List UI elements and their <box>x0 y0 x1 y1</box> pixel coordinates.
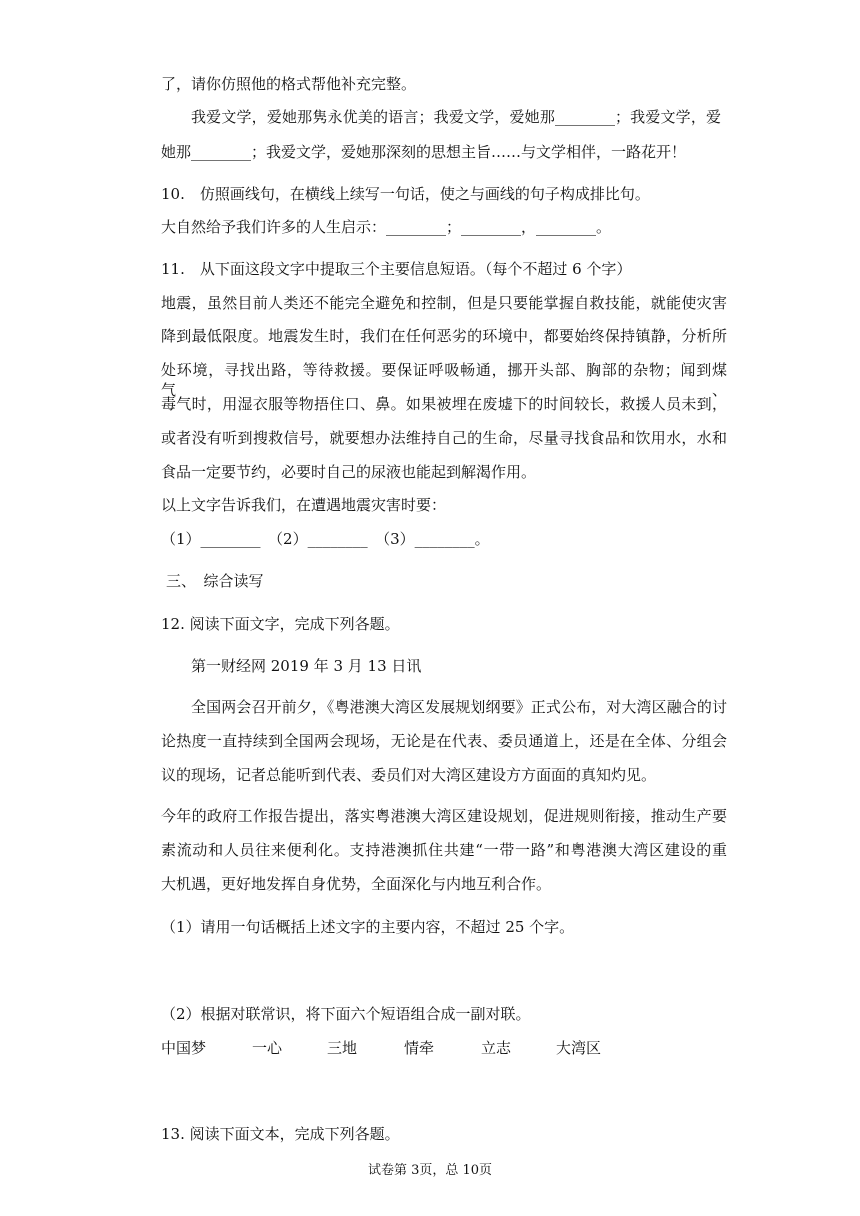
text-line: 大自然给予我们许多的人生启示：________；________，________。 <box>161 218 612 236</box>
question-11: 11. 从下面这段文字中提取三个主要信息短语。（每个不超过 6 个字） <box>161 260 632 278</box>
sub-question-1: （1）请用一句话概括上述文字的主要内容，不超过 25 个字。 <box>161 918 575 936</box>
question-10: 10. 仿照画线句，在横线上续写一句话，使之与画线的句子构成排比句。 <box>161 185 650 203</box>
text-line: 处环境，寻找出路，等待救援。要保证呼吸畅通，挪开头部、胸部的杂物；闻到煤气、 <box>161 361 727 399</box>
section-heading: 三、 综合读写 <box>166 572 264 590</box>
text-line: 论热度一直持续到全国两会现场，无论是在代表、委员通道上，还是在全体、分组会 <box>161 732 727 750</box>
text-line: 以上文字告诉我们，在遭遇地震灾害时要： <box>161 496 447 514</box>
phrase-item: 大湾区 <box>556 1039 602 1057</box>
phrase-item: 情牵 <box>404 1039 435 1057</box>
text-line: 毒气时，用湿衣服等物捂住口、鼻。如果被埋在废墟下的时间较长，救援人员未到， <box>161 395 727 413</box>
text-line: 今年的政府工作报告提出，落实粤港澳大湾区建设规划，促进规则衔接，推动生产要 <box>161 807 727 825</box>
phrase-item: 三地 <box>327 1039 358 1057</box>
text-line: 议的现场，记者总能听到代表、委员们对大湾区建设方方面面的真知灼见。 <box>161 766 657 784</box>
text-line: 了，请你仿照他的格式帮他补充完整。 <box>161 75 417 93</box>
text-line: 食品一定要节约，必要时自己的尿液也能起到解渴作用。 <box>161 463 537 481</box>
phrase-item: 立志 <box>481 1039 512 1057</box>
text-line: 素流动和人员往来便利化。支持港澳抓住共建“一带一路”和粤港澳大湾区建设的重 <box>161 841 727 859</box>
text-line: 或者没有听到搜救信号，就要想办法维持自己的生命，尽量寻找食品和饮用水，水和 <box>161 429 727 447</box>
page-footer: 试卷第 3页，总 10页 <box>367 1163 493 1178</box>
text-line: 她那________；我爱文学，爱她那深刻的思想主旨……与文学相伴，一路花开！ <box>161 143 687 161</box>
text-line: 地震，虽然目前人类还不能完全避免和控制，但是只要能掌握自救技能，就能使灾害 <box>161 294 727 312</box>
phrase-item: 一心 <box>252 1039 283 1057</box>
text-line: 降到最低限度。地震发生时，我们在任何恶劣的环境中，都要始终保持镇静，分析所 <box>161 327 727 345</box>
phrase-item: 中国梦 <box>161 1039 207 1057</box>
text-line: 我爱文学，爱她那隽永优美的语言；我爱文学，爱她那________；我爱文学，爱 <box>191 108 721 126</box>
sub-question-2: （2）根据对联常识，将下面六个短语组合成一副对联。 <box>161 1005 531 1023</box>
dateline: 第一财经网 2019 年 3 月 13 日讯 <box>191 657 422 675</box>
answer-blanks: （1）________ （2）________ （3）________。 <box>161 530 490 548</box>
text-line: 全国两会召开前夕，《粤港澳大湾区发展规划纲要》正式公布，对大湾区融合的讨 <box>191 698 727 716</box>
question-13: 13. 阅读下面文本，完成下列各题。 <box>161 1125 400 1143</box>
question-12: 12. 阅读下面文字，完成下列各题。 <box>161 615 400 633</box>
text-line: 大机遇，更好地发挥自身优势，全面深化与内地互利合作。 <box>161 875 552 893</box>
